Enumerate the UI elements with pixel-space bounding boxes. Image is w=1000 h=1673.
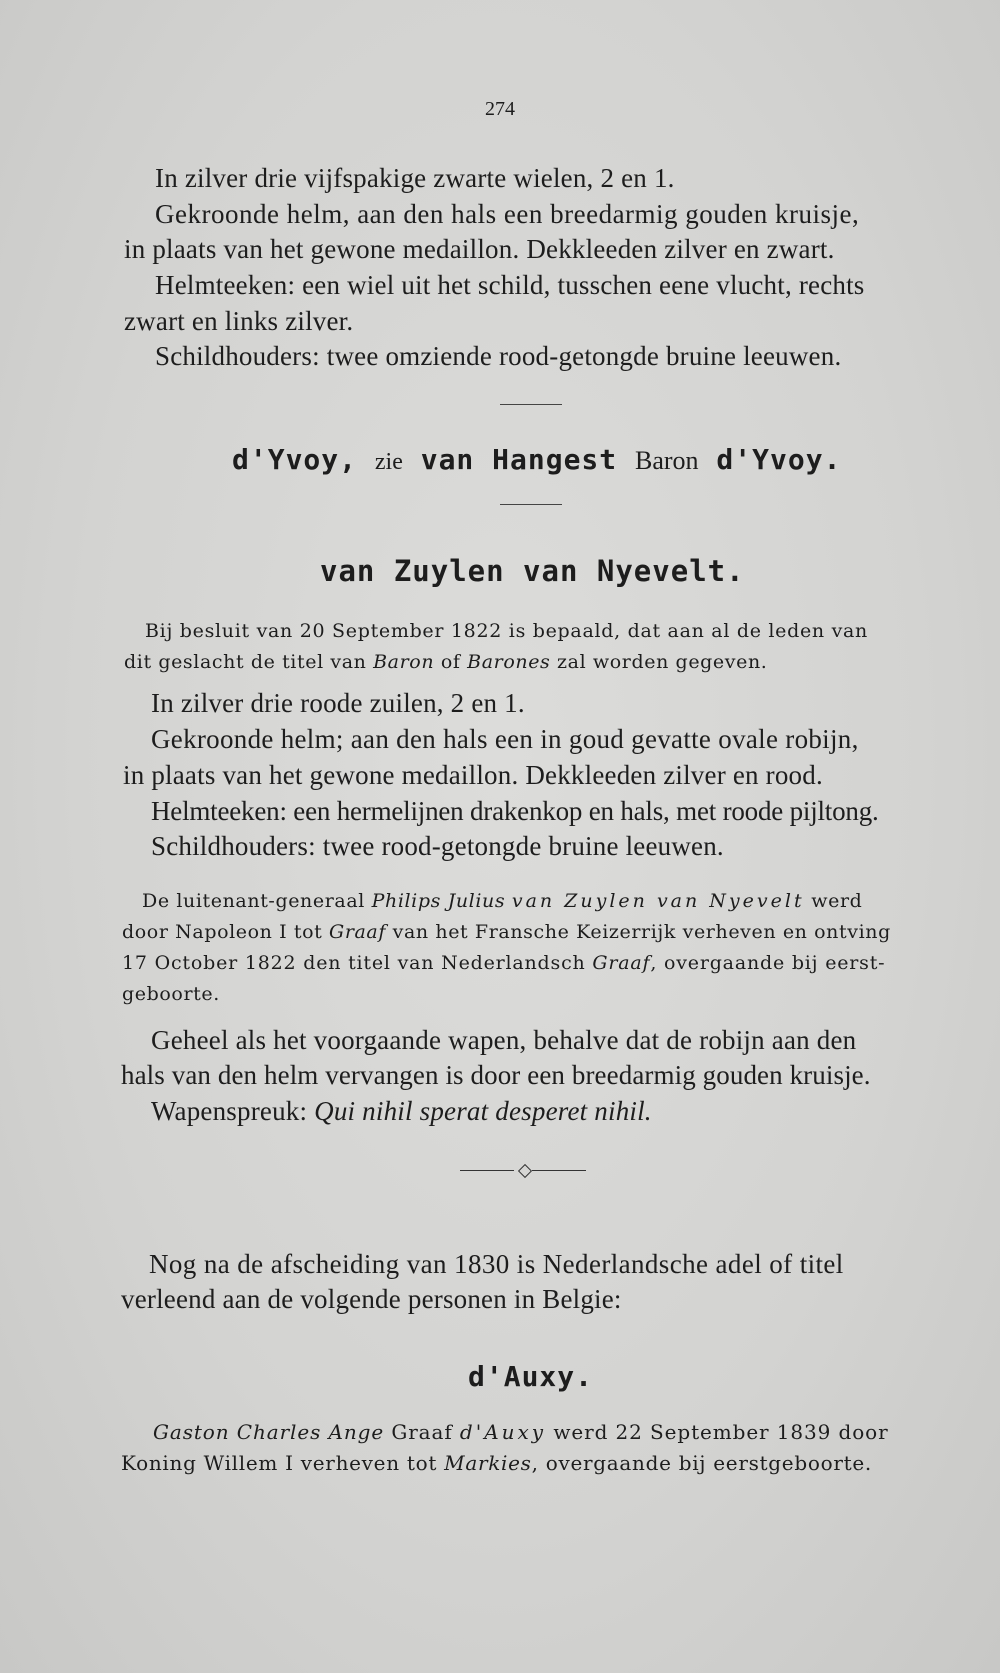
text-line: Wapenspreuk: Qui nihil sperat desperet nihil. (151, 1096, 652, 1126)
text-line: Bij besluit van 20 September 1822 is bepaald, dat aan al de leden van (145, 620, 868, 642)
text-line: Schildhouders: twee rood-getongde bruine leeuwen. (151, 831, 724, 861)
text-line: hals van den helm vervangen is door een breedarmig gouden kruisje. (121, 1060, 871, 1090)
text-line: In zilver drie vijfspakige zwarte wielen, 2 en 1. (155, 163, 675, 193)
text-line: 17 October 1822 den titel van Nederlandsch Graaf, overgaande bij eerst- (122, 952, 886, 974)
section-rule (500, 504, 562, 505)
text-line: In zilver drie roode zuilen, 2 en 1. (151, 688, 525, 718)
section-heading-zuylen: van Zuylen van Nyevelt. (320, 554, 745, 588)
text-line: Gekroonde helm, aan den hals een breedarmig gouden kruisje, (155, 199, 860, 229)
text-line: Schildhouders: twee omziende rood-getongde bruine leeuwen. (155, 341, 842, 371)
text-line: Nog na de afscheiding van 1830 is Nederlandsche adel of titel (149, 1249, 844, 1279)
text-line: geboorte. (122, 983, 220, 1005)
section-heading-auxy: d'Auxy. (468, 1360, 594, 1393)
text-line: Helmteeken: een hermelijnen drakenkop en hals, met roode pijltong. (151, 796, 879, 826)
section-heading-yvoy: d'Yvoy, zie van Hangest Baron d'Yvoy. (232, 443, 842, 476)
text-line: in plaats van het gewone medaillon. Dekkleeden zilver en rood. (123, 760, 823, 790)
text-line: Gaston Charles Ange Graaf d'Auxy werd 22 September 1839 door (153, 1420, 889, 1444)
text-line: verleend aan de volgende personen in Belgie: (121, 1284, 622, 1314)
text-line: Geheel als het voorgaande wapen, behalve dat de robijn aan den (151, 1025, 857, 1055)
page-number: 274 (485, 98, 515, 120)
text-line: Helmteeken: een wiel uit het schild, tusschen eene vlucht, rechts (155, 270, 865, 300)
section-rule (500, 404, 562, 405)
divider-ornament (460, 1164, 590, 1178)
text-line: Koning Willem I verheven tot Markies, overgaande bij eerstgeboorte. (121, 1451, 872, 1475)
text-line: door Napoleon I tot Graaf van het Fransche Keizerrijk verheven en ontving (122, 921, 891, 943)
text-line: De luitenant-generaal Philips Julius van Zuylen van Nyevelt werd (142, 890, 863, 912)
text-line: Gekroonde helm; aan den hals een in goud gevatte ovale robijn, (151, 724, 859, 754)
text-line: in plaats van het gewone medaillon. Dekkleeden zilver en zwart. (124, 234, 835, 264)
text-line: dit geslacht de titel van Baron of Barones zal worden gegeven. (124, 651, 768, 673)
text-line: zwart en links zilver. (124, 306, 354, 336)
